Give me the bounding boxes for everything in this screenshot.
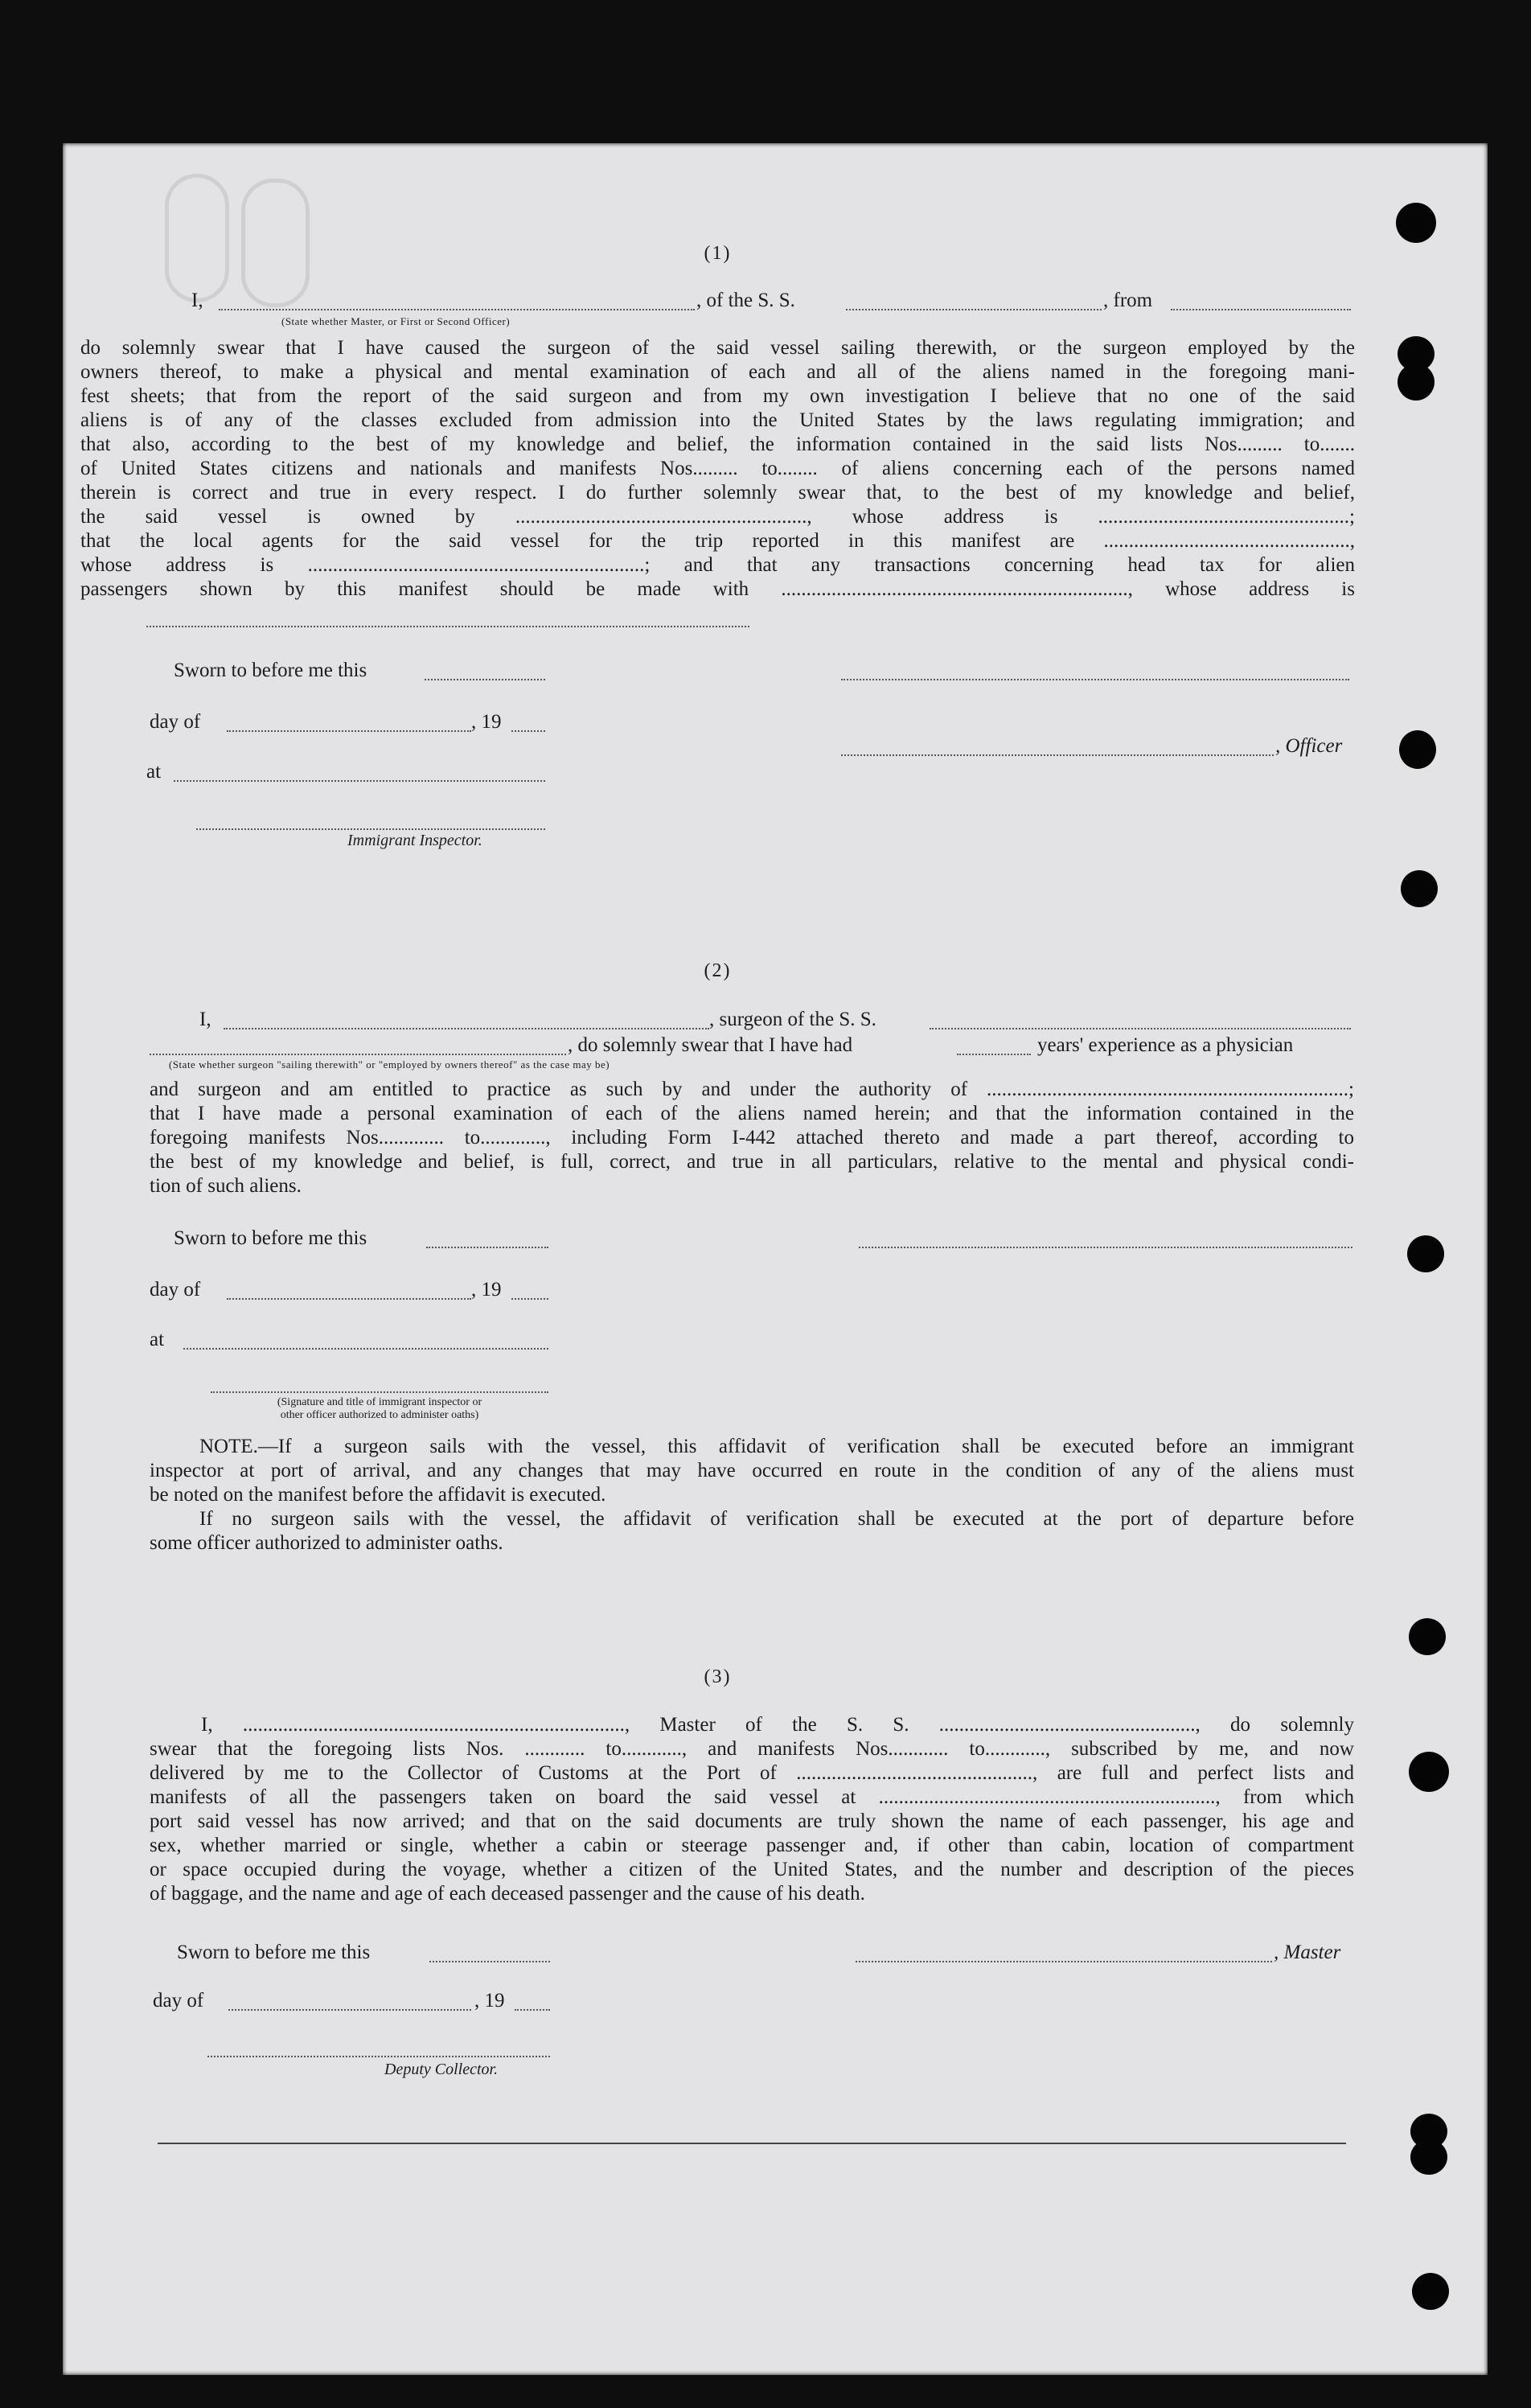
s3-master-label: , Master bbox=[1274, 1942, 1341, 1963]
punch-hole bbox=[1401, 870, 1438, 907]
s2-inspector-signature-field[interactable] bbox=[211, 1390, 548, 1393]
s3-body-line: or space occupied during the voyage, whether a citizen of the United States, and the number and description of the pieces bbox=[150, 1859, 1354, 1880]
s2-body-line: and surgeon and am entitled to practice as such by and under the authority of ........................................................................; bbox=[150, 1079, 1354, 1100]
s2-note-line: If no surgeon sails with the vessel, the affidavit of verification shall be executed at the port of departure before bbox=[199, 1508, 1354, 1530]
s2-at: at bbox=[150, 1329, 165, 1350]
s1-from-field[interactable] bbox=[1171, 307, 1351, 310]
s1-body-line: passengers shown by this manifest should be made with ....................................................................., whose address is bbox=[80, 578, 1355, 600]
s1-officer-signature-field[interactable] bbox=[841, 677, 1349, 680]
s2-body-line: that I have made a personal examination of each of the aliens named herein; and that the information contained in the bbox=[150, 1103, 1354, 1124]
s2-sailing-note: (State whether surgeon "sailing therewith" or "employed by owners thereof" as the case may be) bbox=[169, 1058, 610, 1070]
punch-hole bbox=[1396, 203, 1436, 243]
s1-body-line: do solemnly swear that I have caused the surgeon of the said vessel sailing therewith, or the surgeon employed by the bbox=[80, 337, 1355, 359]
s2-sig-note bbox=[211, 1396, 548, 1422]
s1-body-line: of United States citizens and nationals and manifests Nos......... to........ of aliens concerning each of the persons named bbox=[80, 458, 1355, 479]
s1-body-line: therein is correct and true in every respect. I do further solemnly swear that, to the best of my knowledge and belief, bbox=[80, 482, 1355, 503]
s3-day-of: day of bbox=[153, 1990, 204, 2011]
s1-officer-title-field[interactable] bbox=[841, 753, 1274, 756]
s1-body-line: fest sheets; that from the report of the said surgeon and from my own investigation I believe that no one of the said bbox=[80, 385, 1355, 407]
s3-body-line: I, ............................................................................, Master of the S. S. ..................................................., do solemnly bbox=[201, 1714, 1354, 1736]
s2-vessel-field[interactable] bbox=[930, 1026, 1351, 1029]
s2-sig-note-line: (Signature and title of immigrant inspector or bbox=[277, 1396, 482, 1408]
s2-note-line: NOTE.—If a surgeon sails with the vessel, this affidavit of verification shall be executed before an immigrant bbox=[199, 1436, 1354, 1457]
s2-year: , 19 bbox=[471, 1279, 502, 1301]
s1-day-of: day of bbox=[150, 711, 201, 733]
s3-body-line: sex, whether married or single, whether a cabin or steerage passenger and, if other than cabin, location of compartment bbox=[150, 1835, 1354, 1856]
s3-year-field[interactable] bbox=[515, 2007, 550, 2011]
s2-note-line: some officer authorized to administer oaths. bbox=[150, 1532, 503, 1554]
section-number: (3) bbox=[704, 1666, 732, 1687]
s3-sworn: Sworn to before me this bbox=[177, 1942, 371, 1963]
s2-sailing-field[interactable] bbox=[150, 1052, 566, 1055]
punch-hole bbox=[1398, 364, 1435, 401]
s1-officer-note: (State whether Master, or First or Second Officer) bbox=[281, 315, 511, 327]
punch-hole bbox=[1409, 1752, 1449, 1792]
s1-officer-field[interactable] bbox=[219, 307, 695, 310]
s2-sig-note-line: other officer authorized to administer oaths) bbox=[280, 1409, 479, 1421]
s2-surgeon-signature-field[interactable] bbox=[859, 1245, 1352, 1248]
punch-hole bbox=[1407, 1235, 1444, 1272]
s1-body-line: whose address is ...................................................................; and that any transactions concerning head tax for alien bbox=[80, 554, 1355, 576]
s1-body-line: that also, according to the best of my knowledge and belief, the information contained in the said lists Nos......... to....... bbox=[80, 434, 1355, 455]
section-number: (2) bbox=[704, 960, 732, 981]
s1-from bbox=[1103, 290, 1152, 312]
s2-body-line: tion of such aliens. bbox=[150, 1175, 302, 1197]
s1-i: I, bbox=[191, 290, 203, 311]
punch-hole bbox=[1412, 2273, 1449, 2310]
s1-from-label: , from bbox=[1103, 290, 1153, 311]
s1-line1 bbox=[191, 290, 203, 312]
s1-body-line: that the local agents for the said vessel for the trip reported in this manifest are ................................................., bbox=[80, 530, 1355, 552]
s1-at: at bbox=[146, 761, 162, 783]
section-number: (1) bbox=[704, 243, 732, 264]
s2-year-field[interactable] bbox=[511, 1296, 548, 1300]
s2-body bbox=[150, 1078, 1354, 1198]
punch-hole bbox=[1410, 2139, 1447, 2175]
section-3 bbox=[80, 1666, 1355, 1688]
s3-year: , 19 bbox=[474, 1990, 505, 2011]
s2-at-field[interactable] bbox=[183, 1346, 548, 1350]
s3-deputy-label: Deputy Collector. bbox=[384, 2061, 499, 2078]
s3-day-field[interactable] bbox=[228, 2007, 471, 2011]
s2-note bbox=[150, 1435, 1354, 1555]
s2-note-line: inspector at port of arrival, and any changes that may have occurred en route in the condition of any of the aliens must bbox=[150, 1460, 1354, 1481]
s1-year: , 19 bbox=[471, 711, 502, 733]
s1-body-line: aliens is of any of the classes excluded from admission into the United States by the laws regulating immigration; and bbox=[80, 409, 1355, 431]
s3-body-line: swear that the foregoing lists Nos. ............ to............, and manifests Nos............ to............, subscribed by me, and now bbox=[150, 1738, 1354, 1760]
s1-sworn-date-field[interactable] bbox=[425, 677, 545, 680]
section-2 bbox=[80, 960, 1355, 982]
s3-body bbox=[150, 1713, 1354, 1906]
s2-i: I, bbox=[199, 1009, 211, 1030]
s3-body-line: delivered by me to the Collector of Customs at the Port of ..............................................., are full and perfect lists and bbox=[150, 1762, 1354, 1784]
s2-day-of: day of bbox=[150, 1279, 201, 1301]
s2-sworn: Sworn to before me this bbox=[174, 1227, 367, 1249]
s2-swear: , do solemnly swear that I have had bbox=[568, 1034, 853, 1056]
s1-body-line: owners thereof, to make a physical and mental examination of each and all of the aliens named in the foregoing mani- bbox=[80, 361, 1355, 383]
s3-body-line: manifests of all the passengers taken on board the said vessel at ..................................................................., from which bbox=[150, 1786, 1354, 1808]
s3-sworn-date-field[interactable] bbox=[429, 1959, 550, 1962]
s1-day-field[interactable] bbox=[227, 729, 471, 732]
s1-vessel-field[interactable] bbox=[846, 307, 1102, 310]
s2-body-line: the best of my knowledge and belief, is full, correct, and true in all particulars, relative to the mental and physical condi- bbox=[150, 1151, 1354, 1173]
s2-surgeon-of-ss: , surgeon of the S. S. bbox=[709, 1009, 876, 1030]
s1-officer-label: , Officer bbox=[1275, 735, 1343, 757]
s3-master-signature-field[interactable] bbox=[856, 1959, 1272, 1962]
s1-sworn: Sworn to before me this bbox=[174, 660, 367, 681]
s1-inspector-label: Immigrant Inspector. bbox=[347, 832, 482, 849]
s2-years: years' experience as a physician bbox=[1037, 1034, 1294, 1056]
s2-surgeon-name-field[interactable] bbox=[224, 1026, 709, 1029]
s1-at-field[interactable] bbox=[174, 779, 545, 782]
s2-body-line: foregoing manifests Nos............. to............., including Form I-442 attached thereto and made a part thereof, according to bbox=[150, 1127, 1354, 1149]
s3-body-line: port said vessel has now arrived; and that on the said documents are truly shown the name of each passenger, his age and bbox=[150, 1810, 1354, 1832]
punch-hole bbox=[1399, 730, 1436, 769]
s1-year-field[interactable] bbox=[511, 729, 545, 732]
s2-years-field[interactable] bbox=[957, 1052, 1031, 1055]
s3-body-line: of baggage, and the name and age of each deceased passenger and the cause of his death. bbox=[150, 1883, 865, 1905]
s2-day-field[interactable] bbox=[227, 1296, 471, 1300]
s1-body bbox=[80, 336, 1355, 602]
s1-inspector-signature-field[interactable] bbox=[196, 827, 545, 830]
s3-deputy-signature-field[interactable] bbox=[207, 2054, 550, 2057]
s2-note-line: be noted on the manifest before the affidavit is executed. bbox=[150, 1484, 606, 1506]
bleed-through-circle bbox=[165, 174, 229, 302]
s1-headtax-address-field[interactable] bbox=[146, 624, 749, 627]
s1-body-line: the said vessel is owned by .........................................................., whose address is ..................................................; bbox=[80, 506, 1355, 528]
s1-of-ss-label: , of the S. S. bbox=[696, 290, 795, 311]
section-1 bbox=[80, 243, 1355, 265]
punch-hole bbox=[1409, 1618, 1446, 1655]
s2-sworn-date-field[interactable] bbox=[426, 1245, 548, 1248]
bottom-rule bbox=[158, 2143, 1346, 2144]
s1-of-ss bbox=[696, 290, 795, 312]
